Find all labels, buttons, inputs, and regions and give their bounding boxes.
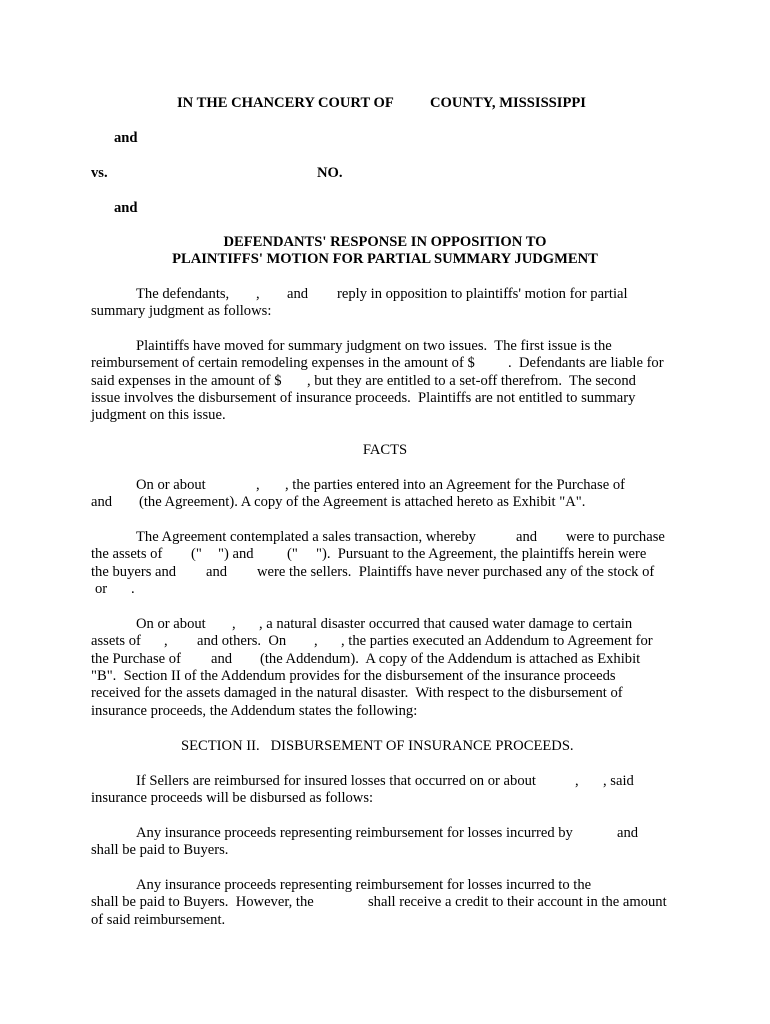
transaction-text: the buyers and bbox=[91, 564, 177, 580]
quote-text: shall be paid to Buyers. However, the bbox=[91, 894, 314, 910]
quote-text: shall be paid to Buyers. bbox=[91, 842, 229, 858]
caption-and-1: and bbox=[114, 130, 138, 146]
quote-text: of said reimbursement. bbox=[91, 912, 226, 928]
document-title-line-2: PLAINTIFFS' MOTION FOR PARTIAL SUMMARY JUDGMENT bbox=[172, 251, 598, 267]
intro-text: reply in opposition to plaintiffs' motion for partial bbox=[337, 286, 628, 302]
court-name-prefix: IN THE CHANCERY COURT OF bbox=[177, 95, 394, 111]
transaction-text: and bbox=[206, 564, 228, 580]
intro-text: and bbox=[287, 286, 309, 302]
transaction-text: the assets of bbox=[91, 546, 163, 562]
issues-text: Plaintiffs have moved for summary judgment on two issues. The first issue is the bbox=[136, 338, 612, 354]
quote-text: , bbox=[575, 773, 579, 789]
intro-text: , bbox=[256, 286, 260, 302]
issues-text: said expenses in the amount of $ bbox=[91, 373, 282, 389]
agreement-text: On or about bbox=[136, 477, 206, 493]
quote-text: Any insurance proceeds representing reimbursement for losses incurred by bbox=[136, 825, 573, 841]
transaction-text: . bbox=[131, 581, 135, 597]
transaction-text: The Agreement contemplated a sales transaction, whereby bbox=[136, 529, 476, 545]
issues-text: issue involves the disbursement of insurance proceeds. Plaintiffs are not entitled to summary bbox=[91, 390, 636, 406]
disaster-text: , a natural disaster occurred that caused water damage to certain bbox=[259, 616, 633, 632]
quote-text: shall receive a credit to their account in the amount bbox=[368, 894, 667, 910]
disaster-text: (the Addendum). A copy of the Addendum is attached as Exhibit bbox=[260, 651, 641, 667]
disaster-text: and bbox=[211, 651, 233, 667]
quote-text: Any insurance proceeds representing reimbursement for losses incurred to the bbox=[136, 877, 592, 893]
disaster-text: "B". Section II of the Addendum provides for the disbursement of the insurance proceeds bbox=[91, 668, 616, 684]
quote-text: If Sellers are reimbursed for insured losses that occurred on or about bbox=[136, 773, 536, 789]
disaster-text: , the parties executed an Addendum to Agreement for bbox=[341, 633, 653, 649]
court-name-suffix: COUNTY, MISSISSIPPI bbox=[430, 95, 586, 111]
section-heading: SECTION II. DISBURSEMENT OF INSURANCE PROCEEDS. bbox=[181, 738, 574, 754]
disaster-text: insurance proceeds, the Addendum states the following: bbox=[91, 703, 418, 719]
transaction-text: (" bbox=[287, 546, 298, 562]
issues-text: judgment on this issue. bbox=[91, 407, 226, 423]
agreement-text: and bbox=[91, 494, 113, 510]
intro-text: summary judgment as follows: bbox=[91, 303, 272, 319]
agreement-text: (the Agreement). A copy of the Agreement is attached hereto as Exhibit "A". bbox=[139, 494, 586, 510]
agreement-text: , bbox=[256, 477, 260, 493]
quote-text: and bbox=[617, 825, 639, 841]
transaction-text: ") and bbox=[218, 546, 254, 562]
issues-text: reimbursement of certain remodeling expenses in the amount of $ bbox=[91, 355, 475, 371]
transaction-text: and bbox=[516, 529, 538, 545]
transaction-text: were the sellers. Plaintiffs have never purchased any of the stock of bbox=[257, 564, 655, 580]
quote-text: , said bbox=[603, 773, 634, 789]
agreement-text: , the parties entered into an Agreement for the Purchase of bbox=[285, 477, 625, 493]
disaster-text: and others. On bbox=[197, 633, 287, 649]
disaster-text: , bbox=[232, 616, 236, 632]
caption-versus: vs. bbox=[91, 165, 108, 181]
case-number-label: NO. bbox=[317, 165, 343, 181]
disaster-text: On or about bbox=[136, 616, 206, 632]
disaster-text: received for the assets damaged in the natural disaster. With respect to the disbursement of bbox=[91, 685, 623, 701]
document-title-line-1: DEFENDANTS' RESPONSE IN OPPOSITION TO bbox=[223, 234, 547, 250]
transaction-text: "). Pursuant to the Agreement, the plaintiffs herein were bbox=[316, 546, 647, 562]
issues-text: , but they are entitled to a set-off therefrom. The second bbox=[307, 373, 636, 389]
intro-text: The defendants, bbox=[136, 286, 230, 302]
disaster-text: , bbox=[314, 633, 318, 649]
transaction-text: were to purchase bbox=[566, 529, 665, 545]
transaction-text: (" bbox=[191, 546, 202, 562]
caption-and-2: and bbox=[114, 200, 138, 216]
quote-text: insurance proceeds will be disbursed as follows: bbox=[91, 790, 374, 806]
facts-heading: FACTS bbox=[362, 442, 408, 458]
transaction-text: or bbox=[95, 581, 108, 597]
disaster-text: the Purchase of bbox=[91, 651, 181, 667]
issues-text: . Defendants are liable for bbox=[508, 355, 664, 371]
disaster-text: assets of bbox=[91, 633, 141, 649]
disaster-text: , bbox=[164, 633, 168, 649]
